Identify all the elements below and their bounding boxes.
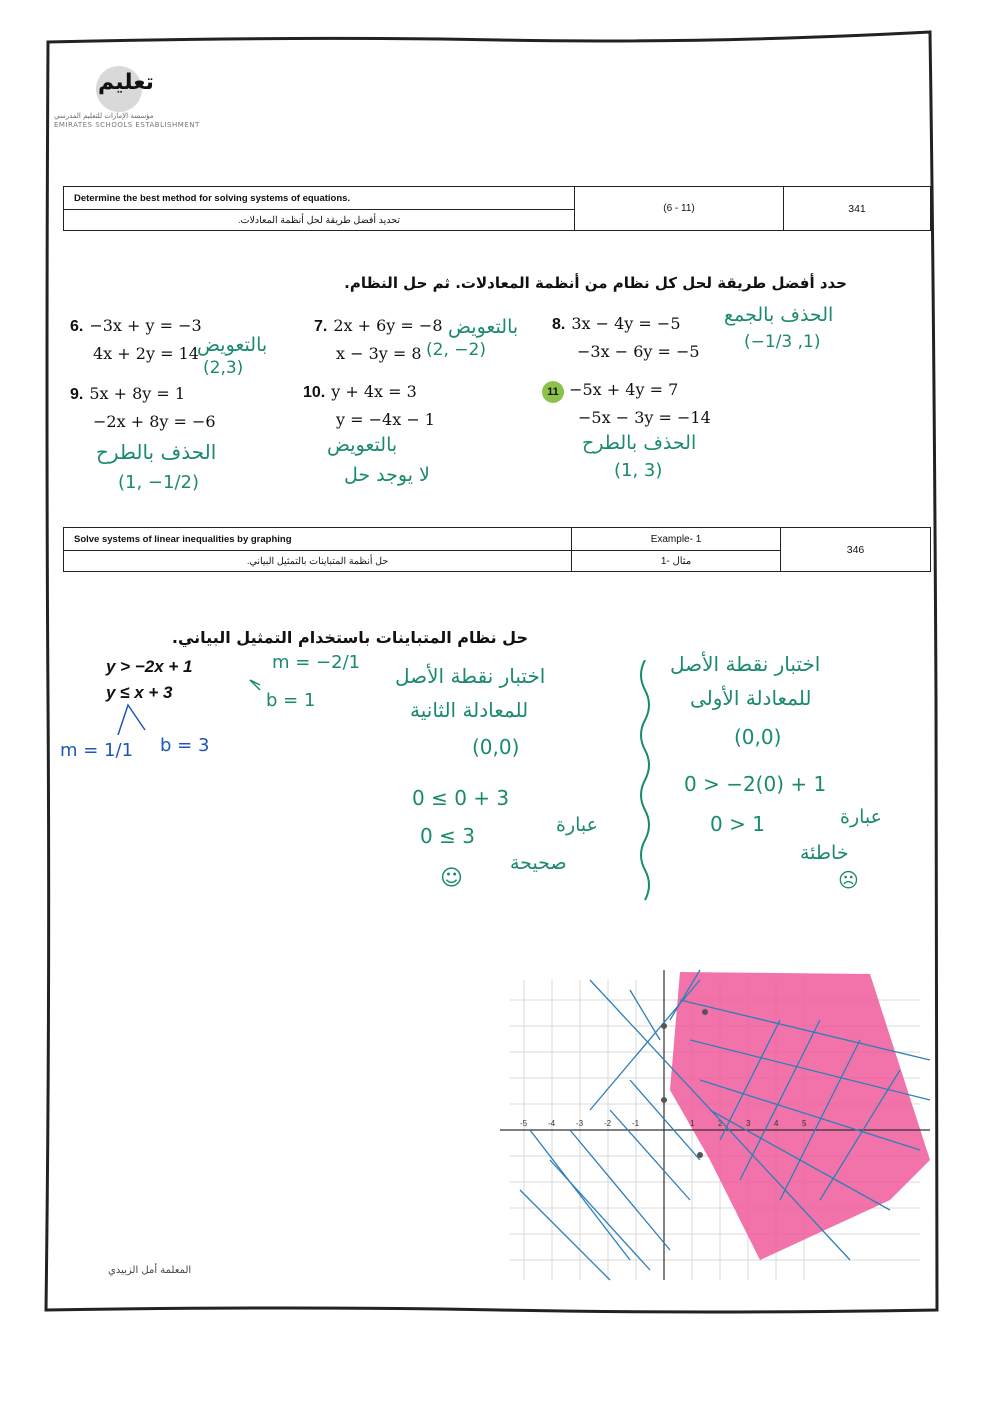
inequality-2: y ≤ x + 3	[106, 683, 173, 702]
x-tick-label: 4	[774, 1119, 779, 1128]
example-label-en: Example- 1	[572, 528, 781, 551]
logo-subtitle-ar: مؤسسة الإمارات للتعليم المدرسي	[54, 112, 154, 120]
problem-10-method: بالتعويض	[327, 434, 398, 456]
objective-en: Determine the best method for solving systems of equations.	[64, 187, 575, 210]
problem-6-number: 6.	[70, 318, 84, 335]
x-tick-label: -3	[576, 1119, 584, 1128]
test-left-heading2: للمعادلة الثانية	[410, 698, 529, 722]
ineq2-slope-note: m = 1/1	[60, 740, 134, 761]
problem-7-eq1-text: 2x + 6y = −8	[333, 316, 443, 335]
x-tick-label: 1	[690, 1119, 695, 1128]
problem-9-method: الحذف بالطرح	[96, 440, 217, 464]
test-left-point: (0,0)	[472, 735, 520, 759]
test-right-step1: 0 > −2(0) + 1	[684, 772, 827, 796]
ineq1-slope-note: m = −2/1	[272, 652, 361, 673]
problem-9-answer: (1, −1/2)	[118, 472, 199, 493]
test-right-verdict2: خاطئة	[800, 842, 849, 864]
problem-9-eq2: −2x + 8y = −6	[93, 412, 216, 431]
problem-10-number: 10.	[303, 384, 326, 401]
lesson-code: (6 - 11)	[575, 187, 784, 231]
logo	[54, 58, 200, 138]
problem-7-answer: (2, −2)	[426, 340, 486, 360]
objective-table-1	[63, 186, 931, 231]
problem-8-method: الحذف بالجمع	[724, 304, 834, 326]
problem-6-answer: (2,3)	[203, 358, 244, 378]
page-number-2: 346	[781, 528, 931, 572]
problem-11-eq2: −5x − 3y = −14	[578, 408, 711, 427]
problem-9-eq1-text: 5x + 8y = 1	[89, 384, 186, 403]
problem-7-method: بالتعويض	[448, 316, 519, 338]
problem-6-eq2: 4x + 2y = 14	[93, 344, 199, 363]
problem-6-method: بالتعويض	[197, 334, 268, 356]
problem-8-answer: (−1/3 ,1)	[744, 332, 821, 352]
problem-6-eq1-text: −3x + y = −3	[89, 316, 202, 335]
test-left-step2: 0 ≤ 3	[420, 824, 475, 848]
problem-10-eq2: y = −4x − 1	[336, 410, 435, 429]
sad-face-icon: ☹	[838, 868, 859, 892]
problem-8-eq2: −3x − 6y = −5	[577, 342, 700, 361]
test-right-point: (0,0)	[734, 725, 782, 749]
problem-10-eq1-text: y + 4x = 3	[331, 382, 417, 401]
x-tick-label: -1	[632, 1119, 640, 1128]
page-number: 341	[784, 187, 931, 231]
objective-en-2: Solve systems of linear inequalities by graphing	[64, 528, 572, 551]
problem-8-eq1-text: 3x − 4y = −5	[571, 314, 681, 333]
x-tick-label: 2	[718, 1119, 723, 1128]
problem-11-method: الحذف بالطرح	[582, 432, 697, 454]
problem-11-answer: (1, 3)	[614, 460, 663, 481]
section2-title: حل نظام المتباينات باستخدام التمثيل البياني.	[171, 628, 528, 647]
x-tick-label: -4	[548, 1119, 556, 1128]
test-left-heading1: اختبار نقطة الأصل	[395, 664, 546, 688]
test-left-verdict2: صحيحة	[510, 852, 567, 874]
x-tick-label: -2	[604, 1119, 612, 1128]
objective-ar-2: حل أنظمة المتباينات بالتمثيل البياني.	[64, 551, 572, 572]
test-left-verdict1: عبارة	[556, 814, 598, 836]
problem-8-number: 8.	[552, 316, 566, 333]
smiley-face-icon: ☺	[440, 866, 463, 891]
annotation-strokes	[100, 640, 280, 750]
test-right-heading1: اختبار نقطة الأصل	[670, 652, 821, 676]
solution-region	[670, 972, 930, 1260]
problem-11-number: 11	[542, 381, 564, 403]
objective-ar: تحديد أفضل طريقة لحل أنظمة المعادلات.	[64, 210, 575, 231]
problem-8-eq1	[552, 314, 681, 334]
example-label-ar: مثال -1	[572, 551, 781, 572]
problem-9-number: 9.	[70, 386, 84, 403]
objective-table-2	[63, 527, 931, 572]
inequality-graph	[490, 960, 940, 1290]
ineq1-intercept-note: b = 1	[266, 690, 316, 711]
inequality-1: y > −2x + 1	[106, 657, 193, 676]
test-right-heading2: للمعادلة الأولى	[690, 686, 812, 710]
wavy-divider	[630, 660, 660, 910]
logo-word: تعليم	[98, 70, 154, 95]
teacher-signature: المعلمة أمل الزبيدي	[108, 1265, 192, 1276]
problem-10-answer: لا يوجد حل	[344, 464, 430, 486]
problem-7-number: 7.	[314, 318, 328, 335]
test-left-step1: 0 ≤ 0 + 3	[412, 786, 510, 810]
problem-10-eq1	[303, 382, 417, 402]
x-tick-label: 5	[802, 1119, 807, 1128]
test-right-step2: 0 > 1	[710, 812, 765, 836]
problem-9-eq1	[70, 384, 185, 404]
ineq2-intercept-note: b = 3	[160, 735, 210, 756]
x-tick-label: 3	[746, 1119, 751, 1128]
problem-7-eq2: x − 3y = 8	[336, 344, 422, 363]
test-right-verdict1: عبارة	[840, 806, 882, 828]
problem-7-eq1	[314, 316, 443, 336]
problem-6-eq1	[70, 316, 202, 336]
x-tick-label: -5	[520, 1119, 528, 1128]
problem-11-eq1	[542, 380, 678, 403]
problem-11-eq1-text: −5x + 4y = 7	[569, 380, 679, 399]
section1-title: حدد أفضل طريقة لحل كل نظام من أنظمة المعادلات. ثم حل النظام.	[344, 274, 847, 292]
logo-subtitle-en: EMIRATES SCHOOLS ESTABLISHMENT	[54, 121, 200, 129]
